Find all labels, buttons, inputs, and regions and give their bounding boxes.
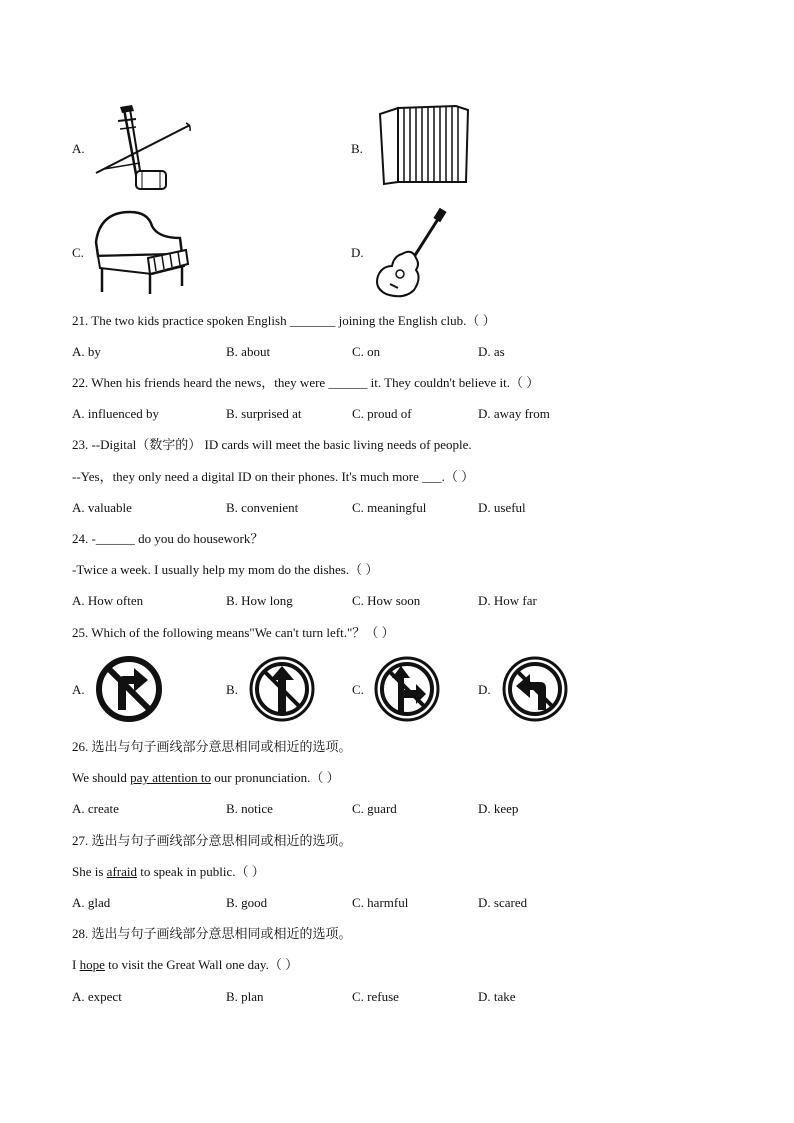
- sentence-end: to speak in public.（ ）: [136, 864, 265, 879]
- option-b[interactable]: B. surprised at: [226, 406, 302, 421]
- option-a[interactable]: A. How often: [72, 593, 144, 608]
- sentence-start: We should: [72, 770, 131, 785]
- option-a[interactable]: A. valuable: [72, 500, 132, 515]
- no-straight-ahead-sign-icon[interactable]: [247, 654, 317, 724]
- underlined-phrase: hope: [79, 957, 105, 972]
- underlined-phrase: pay attention to: [130, 770, 212, 785]
- option-c-label: C.: [72, 245, 84, 260]
- option-b[interactable]: B. about: [226, 344, 271, 359]
- erhu-icon: [92, 103, 192, 193]
- sentence-end: our pronunciation.（ ）: [211, 770, 340, 785]
- option-d[interactable]: D. keep: [478, 801, 519, 816]
- option-d[interactable]: D. How far: [478, 593, 537, 608]
- no-right-turn-sign-icon[interactable]: [94, 654, 164, 724]
- option-d[interactable]: D. as: [478, 344, 505, 359]
- question-27-instruction: 27. 选出与句子画线部分意思相同或相近的选项。: [72, 833, 352, 848]
- question-24-line-2: -Twice a week. I usually help my mom do the dishes.（ ）: [72, 562, 379, 577]
- sentence-end: to visit the Great Wall one day.（ ）: [104, 957, 299, 972]
- option-c[interactable]: C. refuse: [352, 989, 399, 1004]
- option-d[interactable]: D. take: [478, 989, 516, 1004]
- option-d-label: D.: [351, 245, 364, 260]
- piano-icon: [92, 208, 192, 296]
- question-25-text: 25. Which of the following means"We can't turn left."？（ ）: [72, 625, 395, 640]
- option-a-label[interactable]: A.: [72, 682, 85, 697]
- question-28-instruction: 28. 选出与句子画线部分意思相同或相近的选项。: [72, 926, 352, 941]
- sentence-start: I: [72, 957, 80, 972]
- question-23-line-1: 23. --Digital（数字的） ID cards will meet the basic living needs of people.: [72, 437, 472, 452]
- option-d[interactable]: D. useful: [478, 500, 526, 515]
- option-a[interactable]: A. create: [72, 801, 119, 816]
- option-c[interactable]: C. on: [352, 344, 381, 359]
- option-c[interactable]: C. How soon: [352, 593, 421, 608]
- sentence-start: She is: [72, 864, 107, 879]
- option-b[interactable]: B. How long: [226, 593, 293, 608]
- question-24-line-1: 24. -______ do you do housework？: [72, 531, 264, 546]
- no-left-turn-sign-icon[interactable]: [500, 654, 570, 724]
- question-27-sentence: [72, 864, 265, 880]
- option-a-label: A.: [72, 141, 85, 156]
- option-b-label: B.: [351, 141, 363, 156]
- option-a[interactable]: A. influenced by: [72, 406, 160, 421]
- question-22-text: 22. When his friends heard the news，they were ______ it. They couldn't believe it.（ ）: [72, 375, 540, 390]
- question-21-text: 21. The two kids practice spoken English _______ joining the English club.（ ）: [72, 313, 496, 328]
- question-26-sentence: [72, 770, 340, 786]
- option-d[interactable]: D. scared: [478, 895, 528, 910]
- option-b[interactable]: B. good: [226, 895, 268, 910]
- option-c-label[interactable]: C.: [352, 682, 364, 697]
- option-d[interactable]: D. away from: [478, 406, 550, 421]
- option-c[interactable]: C. guard: [352, 801, 397, 816]
- option-a[interactable]: A. by: [72, 344, 101, 359]
- option-c[interactable]: C. harmful: [352, 895, 409, 910]
- guitar-icon: [372, 208, 452, 300]
- option-d-label[interactable]: D.: [478, 682, 491, 697]
- option-b[interactable]: B. notice: [226, 801, 273, 816]
- option-a[interactable]: A. glad: [72, 895, 111, 910]
- option-a[interactable]: A. expect: [72, 989, 122, 1004]
- option-b[interactable]: B. convenient: [226, 500, 299, 515]
- underlined-phrase: afraid: [106, 864, 137, 879]
- option-c[interactable]: C. meaningful: [352, 500, 427, 515]
- no-straight-or-right-sign-icon[interactable]: [372, 654, 442, 724]
- accordion-icon: [376, 102, 472, 186]
- option-b[interactable]: B. plan: [226, 989, 264, 1004]
- question-26-instruction: 26. 选出与句子画线部分意思相同或相近的选项。: [72, 739, 352, 754]
- option-c[interactable]: C. proud of: [352, 406, 412, 421]
- question-23-line-2: --Yes，they only need a digital ID on their phones. It's much more ___.（ ）: [72, 469, 475, 484]
- question-28-sentence: [72, 957, 298, 973]
- option-b-label[interactable]: B.: [226, 682, 238, 697]
